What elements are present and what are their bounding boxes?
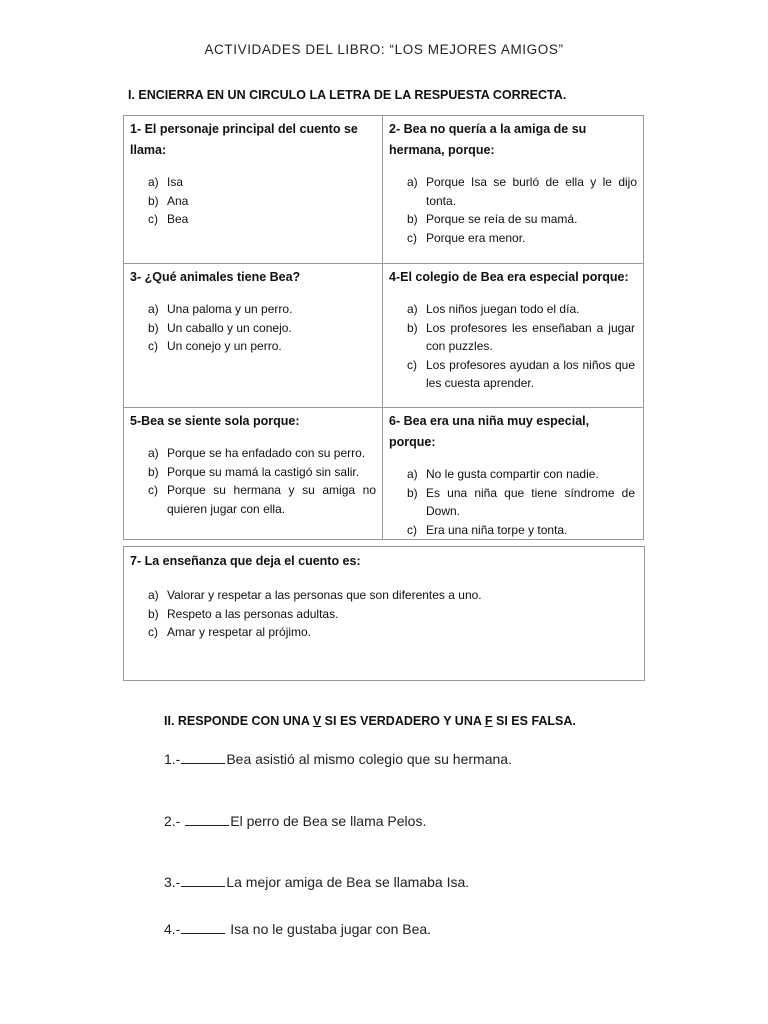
option-b[interactable]: b) Un caballo y un conejo. [148, 320, 292, 335]
option-a[interactable]: a) Isa [148, 175, 184, 189]
question-3 [124, 264, 383, 408]
option-c[interactable]: c) Un conejo y un perro. [148, 339, 282, 353]
questions-table [123, 115, 644, 540]
question-4 [383, 264, 643, 408]
option-c[interactable]: c) Bea [148, 212, 189, 226]
true-false-item-3: 3.- La mejor amiga de Bea se llamaba Isa. [164, 874, 470, 890]
question-1 [124, 116, 383, 264]
option-a[interactable]: a) Porque se ha enfadado con su perro. [148, 446, 366, 460]
true-false-item-1: 1.- Bea asistió al mismo colegio que su hermana. [164, 751, 512, 767]
option-c[interactable]: c) Porque su hermana y su amiga no quieren jugar con ella. [148, 483, 376, 516]
option-a[interactable]: a) No le gusta compartir con nadie. [407, 467, 599, 481]
answer-blank[interactable] [181, 873, 225, 887]
option-c[interactable]: c) Los profesores ayudan a los niños que les cuesta aprender. [407, 357, 635, 390]
option-b[interactable]: b) Los profesores les enseñaban a jugar con puzzles. [407, 320, 635, 353]
question-title: 4-El colegio de Bea era especial porque: [389, 270, 629, 284]
option-a[interactable]: a) Los niños juegan todo el día. [407, 302, 580, 316]
true-false-item-2: 2.- El perro de Bea se llama Pelos. [164, 813, 427, 829]
option-b[interactable]: b) Es una niña que tiene síndrome de Down. [407, 485, 635, 518]
question-title: 1- El personaje principal del cuento se llama: [130, 122, 358, 157]
question-title: 7- La enseñanza que deja el cuento es: [130, 554, 361, 568]
answer-blank[interactable] [181, 750, 225, 764]
option-a[interactable]: a) Valorar y respetar a las personas que son diferentes a uno. [148, 588, 482, 602]
section-1-heading: I. ENCIERRA EN UN CIRCULO LA LETRA DE LA RESPUESTA CORRECTA. [128, 88, 567, 102]
option-b[interactable]: b) Ana [148, 193, 189, 208]
option-b[interactable]: b) Respeto a las personas adultas. [148, 606, 339, 621]
option-a[interactable]: a) Una paloma y un perro. [148, 302, 293, 316]
answer-blank[interactable] [181, 920, 225, 934]
option-c[interactable]: c) Era una niña torpe y tonta. [407, 522, 568, 537]
question-title: 5-Bea se siente sola porque: [130, 414, 300, 428]
answer-blank[interactable] [185, 812, 229, 826]
question-7 [123, 546, 645, 681]
question-2 [383, 116, 643, 264]
section-2-heading: II. RESPONDE CON UNA V SI ES VERDADERO Y UNA F SI ES FALSA. [164, 714, 576, 728]
question-title: 6- Bea era una niña muy especial, porque: [389, 414, 590, 449]
question-6 [383, 408, 643, 539]
option-b[interactable]: b) Porque su mamá la castigó sin salir. [148, 464, 360, 479]
question-5 [124, 408, 383, 539]
option-c[interactable]: c) Porque era menor. [407, 230, 526, 245]
question-title: 3- ¿Qué animales tiene Bea? [130, 270, 301, 284]
true-false-item-4: 4.- Isa no le gustaba jugar con Bea. [164, 921, 432, 937]
option-a[interactable]: a) Porque Isa se burló de ella y le dijo tonta. [407, 175, 637, 208]
option-b[interactable]: b) Porque se reía de su mamá. [407, 212, 578, 226]
page-title: ACTIVIDADES DEL LIBRO: “LOS MEJORES AMIGOS” [204, 42, 564, 57]
option-c[interactable]: c) Amar y respetar al prójimo. [148, 625, 312, 639]
question-title: 2- Bea no quería a la amiga de su hermana, porque: [389, 122, 587, 157]
